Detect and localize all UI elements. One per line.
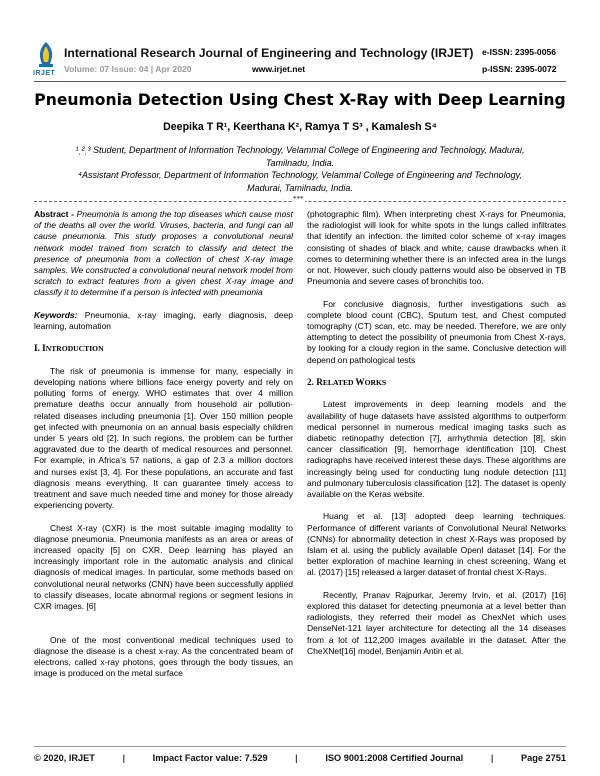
logo-text: IRJET [33, 70, 56, 77]
section-number: I. I [34, 343, 46, 354]
header-rule [34, 81, 566, 82]
paper-title: Pneumonia Detection Using Chest X-Ray with Deep Learning [34, 91, 566, 109]
keywords [34, 310, 293, 332]
irjet-logo-icon [34, 40, 58, 68]
paragraph: One of the most conventional medical techniques used to diagnose the disease is a chest x-ray. As the concentrated beam of electrons, called x-ray photons, goes through the body tissues, an image is produced on the metal surface [34, 634, 293, 679]
journal-title: International Research Journal of Engineering and Technology (IRJET) [64, 46, 474, 60]
paragraph: For conclusive diagnosis, further investigations such as complete blood count (CBC), Sputum test, and Chest computed tomography (CT) scan, etc. may be needed. Therefore, we are only attempting to detect the possibility of pneumonia from Chest X-rays, by looking for a cloudy region in the same. Conclusive detection will depend on pathological tests [307, 298, 566, 365]
footer-rule [34, 746, 566, 747]
affiliation-students [34, 144, 566, 169]
section-heading-related-works [307, 377, 566, 388]
paragraph: Recently, Pranav Rajpurkar, Jeremy Irvin, et al. (2017) [16] explored this dataset for detecting pneumonia at a level better than radiologists, they referred their model as ChexNet which uses DenseNet-121 layer architecture for detecting all the 14 diseases from a lot of 112,200 images available in the dataset. After the CheXNet[16] model, Benjamin Antin et al. [307, 589, 566, 656]
e-issn: e-ISSN: 2395-0056 [482, 47, 557, 57]
volume-issue: Volume: 07 Issue: 04 | Apr 2020 [64, 64, 192, 74]
abstract-label: Abstract - [34, 209, 74, 219]
abstract-text: Pneumonia is among the top diseases which cause most of the deaths all over the world. Viruses, bacteria, and fungi can all cause pneumonia. This study proposes a convolutional neural network model trained from scratch to classify and detect the presence of pneumonia from a collection of chest X-ray image samples. We constructed a convolutional neural network model from scratch to extract features from a given chest X-ray image and classify it to determine if a person is infected with pneumonia [34, 209, 293, 298]
footer-separator: | [490, 753, 494, 763]
section-title-rest: ORKS [364, 378, 387, 388]
footer-impact-factor: Impact Factor value: 7.529 [152, 753, 268, 763]
page-footer [34, 753, 566, 763]
footer-copyright: © 2020, IRJET [34, 753, 95, 763]
divider-stars: *** [293, 195, 304, 203]
journal-website: www.irjet.net [252, 64, 306, 74]
section-heading-introduction [34, 343, 293, 354]
section-title: ELATED [322, 378, 356, 388]
left-column [34, 209, 293, 679]
footer-separator: | [295, 753, 298, 763]
affiliation-line: ⁴Assistant Professor, Department of Information Technology, Velammal College of Engineering and Technology, [78, 170, 522, 180]
footer-separator: | [122, 753, 126, 763]
abstract [34, 209, 293, 299]
section-number: 2. R [307, 377, 323, 388]
affiliation-line: ¹ˌ²ˌ³ Student, Department of Information Technology, Velammal College of Engineering and Technology, Madurai, [75, 145, 525, 155]
paragraph: The risk of pneumonia is immense for many, especially in developing nations where billions face energy poverty and rely on polluting forms of energy. WHO estimates that over 4 million premature deaths occur annually from household air pollution-related diseases including pneumonia [1]. Over 150 million people get infected with pneumonia on an annual basis especially children under 5 years old [2]. In such regions, the problem can be further aggravated due to the dearth of medical resources and personnel. For example, in Africa’s 57 nations, a gap of 2.3 a million doctors and nurses exist [3, 4]. For these populations, an accurate and fast diagnosis means everything. It can guarantee timely access to treatment and save much needed time and money for those already experiencing poverty. [34, 365, 293, 511]
footer-iso: ISO 9001:2008 Certified Journal [325, 753, 464, 763]
paragraph: Latest improvements in deep learning models and the availability of huge datasets have assisted algorithms to outperform medical personnel in numerous medical imaging tasks such as diabetic retinopathy detection [7], arrhythmia detection [8], skin cancer classification [9], hemorrhage identification [10]. Chest radiographs have received interest these days. These algorithms are increasingly being used for conducting lung nodule detection [11] and pulmonary tuberculosis classification [12]. The dataset is openly available on the Keras website. [307, 399, 566, 500]
paragraph: Huang et al. [13] adopted deep learning techniques. Performance of different variants of Convolutional Neural Networks (CNNs) for abnormality detection in chest X-Rays was proposed by Islam et al. using the publicly available OpenI dataset [14]. For the better exploration of machine learning in chest screening, Wang et al. (2017) [15] released a larger dataset of frontal chest X-Rays. [307, 511, 566, 578]
section-title: NTRODUCTION [45, 344, 104, 354]
paragraph: (photographic film). When interpreting chest X-rays for Pneumonia, the radiologist will look for white spots in the lungs called infiltrates that identify an infection. the limited color scheme of x-ray images consisting of shades of black and white, cause drawbacks when it comes to determining whether there is an infected area in the lungs or not. However, such cloudy patterns would also be observed in TB Pneumonia and severe cases of bronchitis too. [307, 209, 566, 287]
p-issn: p-ISSN: 2395-0072 [482, 64, 557, 74]
keywords-text: Pneumonia, x-ray imaging, early diagnosis, deep learning, automation [34, 309, 293, 332]
paragraph: Chest X-ray (CXR) is the most suitable imaging modality to diagnose pneumonia. Pneumonia manifests as an area or areas of increased opacity [5] on CXR. Deep learning has played an increasingly important role in the automatic analysis and clinical diagnosis of medical images. In particular, some methods based on convolutional neural networks (CNN) have been successfully applied to classify diseases, locate abnormal regions or segment lesions in CXR images. [6] [34, 522, 293, 612]
affiliation-professor [34, 169, 566, 194]
right-column [307, 209, 566, 657]
affiliation-line: Madurai, Tamilnadu, India. [247, 182, 353, 193]
footer-page-number: Page 2751 [520, 753, 566, 763]
affiliation-line: Tamilnadu, India. [265, 157, 335, 168]
paper-authors: Deepika T R¹, Keerthana K², Ramya T S³ , Kamalesh S⁴ [163, 121, 437, 133]
section-title-initial: W [355, 377, 365, 388]
keywords-label: Keywords: [34, 309, 78, 320]
